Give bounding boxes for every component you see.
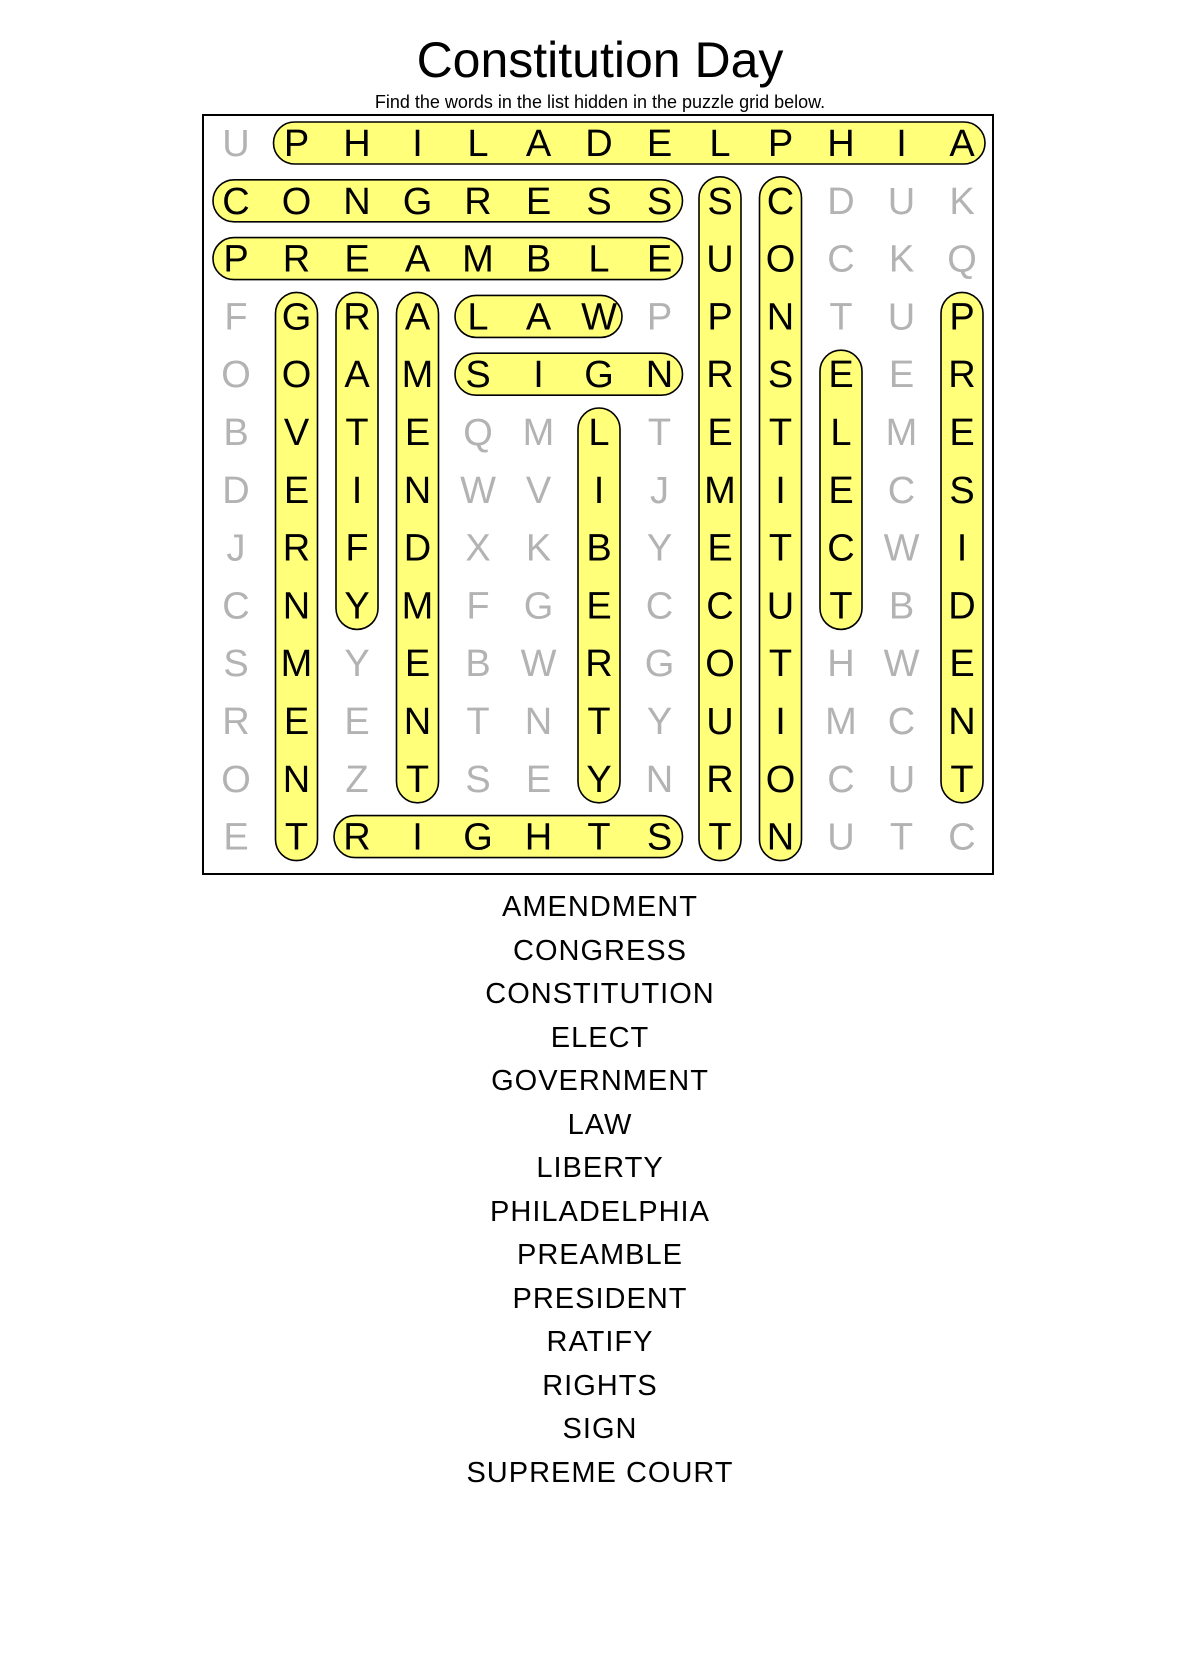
grid-cell-r9-c9[interactable]: T — [768, 643, 793, 686]
grid-cell-r6-c1[interactable]: E — [283, 469, 310, 512]
word-list-item: ELECT — [550, 1021, 650, 1054]
grid-cell-r4-c0[interactable]: O — [221, 354, 251, 397]
grid-cell-r9-c3[interactable]: E — [404, 643, 431, 686]
grid-cell-r10-c8[interactable]: U — [706, 701, 734, 743]
grid-cell-r8-c3[interactable]: M — [401, 585, 434, 628]
grid-cell-r8-c0[interactable]: C — [222, 585, 250, 628]
grid-cell-r6-c7[interactable]: J — [650, 469, 669, 512]
grid-cell-r3-c5[interactable]: A — [525, 296, 552, 339]
grid-cell-r12-c8[interactable]: T — [708, 816, 732, 859]
word-list-item: PREAMBLE — [517, 1239, 683, 1271]
grid-cell-r3-c12[interactable]: P — [949, 296, 975, 339]
word-list-item: RIGHTS — [542, 1369, 658, 1402]
grid-cell-r3-c11[interactable]: U — [887, 296, 916, 339]
word-list-item: RATIFY — [546, 1326, 654, 1358]
grid-cell-r5-c7[interactable]: T — [647, 412, 672, 454]
word-list-item: CONSTITUTION — [485, 978, 715, 1010]
grid-cell-r12-c4[interactable]: G — [463, 816, 493, 859]
grid-cell-r12-c9[interactable]: N — [766, 816, 795, 859]
grid-cell-r7-c3[interactable]: D — [403, 527, 432, 570]
grid-cell-r4-c4[interactable]: S — [465, 354, 491, 397]
grid-cell-r1-c12[interactable]: K — [949, 180, 975, 223]
grid-cell-r4-c7[interactable]: N — [645, 354, 674, 397]
grid-cell-r4-c2[interactable]: A — [344, 354, 370, 397]
grid-cell-r8-c1[interactable]: N — [282, 585, 311, 628]
grid-cell-r8-c5[interactable]: G — [523, 585, 554, 628]
grid-cell-r2-c11[interactable]: K — [888, 238, 915, 281]
grid-cell-r5-c9[interactable]: T — [768, 412, 793, 454]
grid-cell-r7-c4[interactable]: X — [465, 527, 491, 570]
grid-cell-r8-c12[interactable]: D — [948, 585, 976, 628]
grid-cell-r7-c10[interactable]: C — [827, 527, 855, 570]
grid-cell-r11-c2[interactable]: Z — [345, 758, 369, 801]
grid-cell-r11-c8[interactable]: R — [706, 758, 734, 801]
grid-cell-r10-c10[interactable]: M — [825, 701, 857, 743]
grid-cell-r0-c4[interactable]: L — [467, 123, 489, 165]
word-list — [0, 886, 1200, 1495]
grid-cell-r5-c11[interactable]: M — [885, 412, 918, 454]
page-title: Constitution Day — [416, 32, 784, 88]
grid-cell-r7-c7[interactable]: Y — [646, 527, 673, 570]
highlight-philadelphia — [274, 122, 986, 164]
grid-cell-r0-c8[interactable]: L — [709, 123, 731, 165]
grid-cell-r2-c3[interactable]: A — [404, 238, 431, 281]
grid-cell-r1-c8[interactable]: S — [707, 180, 733, 223]
grid-cell-r4-c1[interactable]: O — [281, 354, 312, 397]
grid-cell-r8-c11[interactable]: B — [888, 585, 915, 628]
grid-cell-r6-c4[interactable]: W — [460, 469, 496, 512]
grid-cell-r6-c2[interactable]: I — [351, 469, 363, 512]
grid-cell-r9-c6[interactable]: R — [585, 643, 613, 686]
grid-cell-r3-c8[interactable]: P — [707, 296, 733, 339]
grid-cell-r10-c4[interactable]: T — [466, 701, 490, 743]
word-list-item: LIBERTY — [536, 1152, 664, 1184]
grid-cell-r7-c6[interactable]: B — [586, 527, 612, 570]
grid-cell-r3-c10[interactable]: T — [829, 296, 853, 339]
grid-cell-r5-c6[interactable]: L — [588, 412, 610, 454]
grid-cell-r6-c10[interactable]: E — [828, 469, 854, 512]
grid-cell-r10-c12[interactable]: N — [948, 701, 976, 743]
grid-cell-r1-c5[interactable]: E — [525, 180, 552, 223]
grid-cell-r8-c7[interactable]: C — [645, 585, 674, 628]
grid-cell-r7-c8[interactable]: E — [707, 527, 733, 570]
grid-cell-r6-c3[interactable]: N — [403, 469, 432, 512]
grid-cell-r12-c1[interactable]: T — [284, 816, 309, 859]
grid-cell-r9-c12[interactable]: E — [949, 643, 975, 686]
grid-cell-r8-c2[interactable]: Y — [344, 585, 370, 628]
grid-cell-r5-c3[interactable]: E — [404, 412, 431, 454]
grid-cell-r4-c3[interactable]: M — [401, 354, 434, 397]
grid-cell-r1-c6[interactable]: S — [586, 180, 612, 223]
word-list-item: CONGRESS — [513, 934, 687, 967]
grid-cell-r7-c9[interactable]: T — [768, 527, 793, 570]
grid-cell-r5-c0[interactable]: B — [223, 412, 249, 454]
grid-cell-r4-c10[interactable]: E — [828, 354, 854, 397]
grid-cell-r4-c9[interactable]: S — [767, 354, 794, 397]
grid-cell-r0-c7[interactable]: E — [646, 123, 673, 165]
grid-cell-r5-c12[interactable]: E — [949, 412, 975, 454]
grid-cell-r7-c5[interactable]: K — [525, 527, 552, 570]
grid-cell-r4-c8[interactable]: R — [706, 354, 734, 397]
grid-cell-r10-c1[interactable]: E — [283, 701, 310, 743]
grid-cell-r12-c6[interactable]: T — [587, 816, 611, 859]
grid-cell-r5-c8[interactable]: E — [707, 412, 733, 454]
grid-cell-r7-c11[interactable]: W — [883, 527, 920, 570]
instructions-text: Find the words in the list hidden in the puzzle grid below. — [374, 92, 826, 112]
grid-cell-r2-c1[interactable]: R — [282, 238, 311, 281]
grid-cell-r0-c10[interactable]: H — [827, 123, 855, 165]
grid-cell-r9-c11[interactable]: W — [883, 643, 920, 686]
grid-cell-r2-c4[interactable]: M — [462, 238, 494, 281]
grid-cell-r6-c5[interactable]: V — [525, 469, 552, 512]
grid-cell-r7-c1[interactable]: R — [282, 527, 311, 570]
word-list-item: PRESIDENT — [512, 1282, 688, 1315]
grid-cell-r9-c8[interactable]: O — [705, 643, 735, 686]
grid-cell-r11-c9[interactable]: O — [765, 758, 796, 801]
grid-cell-r1-c11[interactable]: U — [887, 180, 916, 223]
grid-cell-r6-c0[interactable]: D — [222, 469, 250, 512]
word-list-item: AMENDMENT — [502, 891, 698, 923]
grid-cell-r10-c5[interactable]: N — [524, 701, 553, 743]
grid-cell-r2-c9[interactable]: O — [765, 238, 796, 281]
grid-cell-r4-c11[interactable]: E — [888, 354, 915, 397]
grid-cell-r11-c7[interactable]: N — [645, 758, 674, 801]
grid-cell-r10-c7[interactable]: Y — [646, 701, 673, 743]
grid-cell-r3-c9[interactable]: N — [766, 296, 795, 339]
grid-cell-r9-c0[interactable]: S — [223, 643, 249, 686]
grid-cell-r0-c1[interactable]: P — [283, 123, 310, 165]
grid-cell-r1-c3[interactable]: G — [402, 180, 433, 223]
grid-cell-r10-c3[interactable]: N — [403, 701, 432, 743]
grid-cell-r2-c5[interactable]: B — [525, 238, 552, 281]
grid-cell-r5-c10[interactable]: L — [830, 412, 852, 454]
grid-cell-r3-c0[interactable]: F — [224, 296, 248, 339]
grid-cell-r5-c4[interactable]: Q — [463, 412, 493, 454]
grid-cell-r2-c7[interactable]: E — [646, 238, 673, 281]
grid-cell-r5-c5[interactable]: M — [522, 412, 555, 454]
grid-cell-r4-c5[interactable]: I — [533, 354, 544, 397]
grid-cell-r12-c12[interactable]: C — [948, 816, 976, 859]
grid-cell-r11-c12[interactable]: T — [950, 758, 974, 801]
grid-cell-r5-c1[interactable]: V — [283, 412, 310, 454]
grid-cell-r11-c3[interactable]: T — [405, 758, 430, 801]
grid-cell-r10-c9[interactable]: I — [775, 701, 786, 743]
word-list-item: PHILADELPHIA — [490, 1195, 710, 1228]
word-list-item: SUPREME COURT — [466, 1456, 734, 1489]
grid-cell-r11-c10[interactable]: C — [827, 758, 855, 801]
grid-cell-r8-c9[interactable]: U — [766, 585, 795, 628]
word-list-item: GOVERNMENT — [491, 1065, 709, 1097]
grid-cell-r6-c9[interactable]: I — [775, 469, 786, 512]
grid-cell-r0-c9[interactable]: P — [767, 123, 794, 165]
grid-cell-r2-c12[interactable]: Q — [947, 238, 977, 281]
grid-cell-r3-c4[interactable]: L — [467, 296, 489, 339]
grid-cell-r9-c10[interactable]: H — [827, 643, 855, 686]
grid-cell-r2-c6[interactable]: L — [588, 238, 610, 281]
grid-cell-r3-c6[interactable]: W — [581, 296, 617, 339]
grid-cell-r6-c6[interactable]: I — [593, 469, 605, 512]
grid-cell-r2-c2[interactable]: E — [344, 238, 370, 281]
grid-cell-r12-c7[interactable]: S — [646, 816, 673, 859]
grid-cell-r9-c2[interactable]: Y — [344, 643, 370, 686]
grid-cell-r8-c4[interactable]: F — [466, 585, 490, 628]
grid-cell-r4-c6[interactable]: G — [584, 354, 614, 397]
grid-cell-r10-c2[interactable]: E — [344, 701, 370, 743]
grid-cell-r6-c11[interactable]: C — [887, 469, 916, 512]
grid-cell-r6-c8[interactable]: M — [704, 469, 736, 512]
grid-cell-r12-c0[interactable]: E — [223, 816, 249, 859]
highlight-rights — [334, 816, 683, 858]
grid-cell-r8-c10[interactable]: T — [829, 585, 853, 628]
grid-cell-r12-c10[interactable]: U — [827, 816, 855, 859]
grid-cell-r3-c2[interactable]: R — [343, 296, 371, 339]
grid-cell-r0-c12[interactable]: A — [949, 123, 975, 165]
grid-cell-r11-c0[interactable]: O — [221, 758, 251, 801]
grid-cell-r10-c0[interactable]: R — [222, 701, 250, 743]
grid-cell-r1-c9[interactable]: C — [766, 180, 795, 223]
grid-cell-r3-c3[interactable]: A — [404, 296, 431, 339]
grid-cell-r0-c6[interactable]: D — [585, 123, 613, 165]
grid-cell-r9-c1[interactable]: M — [280, 643, 313, 686]
grid-cell-r2-c0[interactable]: P — [223, 238, 249, 281]
grid-cell-r0-c11[interactable]: I — [896, 123, 907, 165]
grid-cell-r12-c11[interactable]: T — [889, 816, 914, 859]
puzzle-grid-svg[interactable] — [204, 116, 992, 873]
grid-cell-r9-c7[interactable]: G — [644, 643, 675, 686]
grid-cell-r12-c3[interactable]: I — [412, 816, 423, 859]
grid-cell-r12-c5[interactable]: H — [524, 816, 553, 859]
grid-cell-r1-c0[interactable]: C — [222, 180, 250, 223]
grid-cell-r1-c2[interactable]: N — [343, 180, 371, 223]
grid-cell-r11-c5[interactable]: E — [525, 758, 552, 801]
grid-cell-r10-c6[interactable]: T — [587, 701, 611, 743]
grid-cell-r1-c4[interactable]: R — [464, 180, 492, 223]
grid-cell-r3-c1[interactable]: G — [281, 296, 312, 339]
grid-cell-r7-c12[interactable]: I — [956, 527, 968, 570]
grid-cell-r2-c8[interactable]: U — [706, 238, 734, 281]
grid-cell-r8-c6[interactable]: E — [586, 585, 612, 628]
grid-cell-r11-c6[interactable]: Y — [586, 758, 612, 801]
grid-cell-r2-c10[interactable]: C — [827, 238, 855, 281]
grid-cell-r9-c5[interactable]: W — [520, 643, 557, 686]
grid-cell-r7-c2[interactable]: F — [345, 527, 369, 570]
grid-cell-r1-c7[interactable]: S — [646, 180, 673, 223]
grid-cell-r1-c10[interactable]: D — [827, 180, 855, 223]
grid-cell-r11-c4[interactable]: S — [465, 758, 491, 801]
grid-cell-r11-c11[interactable]: U — [887, 758, 916, 801]
word-list-item: SIGN — [562, 1413, 638, 1445]
grid-cell-r12-c2[interactable]: R — [343, 816, 371, 859]
grid-cell-r9-c4[interactable]: B — [465, 643, 491, 686]
highlight-ratify — [336, 292, 378, 629]
grid-cell-r0-c0[interactable]: U — [222, 123, 250, 165]
grid-cell-r3-c7[interactable]: P — [646, 296, 673, 339]
grid-cell-r1-c1[interactable]: O — [281, 180, 312, 223]
grid-cell-r4-c12[interactable]: R — [948, 354, 976, 397]
grid-cell-r11-c1[interactable]: N — [282, 758, 311, 801]
word-list-item: LAW — [567, 1108, 633, 1141]
grid-cell-r5-c2[interactable]: T — [345, 412, 369, 454]
puzzle-grid[interactable] — [202, 114, 994, 875]
grid-cell-r0-c5[interactable]: A — [525, 123, 552, 165]
grid-cell-r6-c12[interactable]: S — [949, 469, 975, 512]
grid-cell-r0-c3[interactable]: I — [412, 123, 423, 165]
grid-cell-r7-c0[interactable]: J — [226, 527, 246, 570]
grid-cell-r0-c2[interactable]: H — [343, 123, 371, 165]
grid-cell-r8-c8[interactable]: C — [706, 585, 734, 628]
grid-cell-r10-c11[interactable]: C — [887, 701, 916, 743]
